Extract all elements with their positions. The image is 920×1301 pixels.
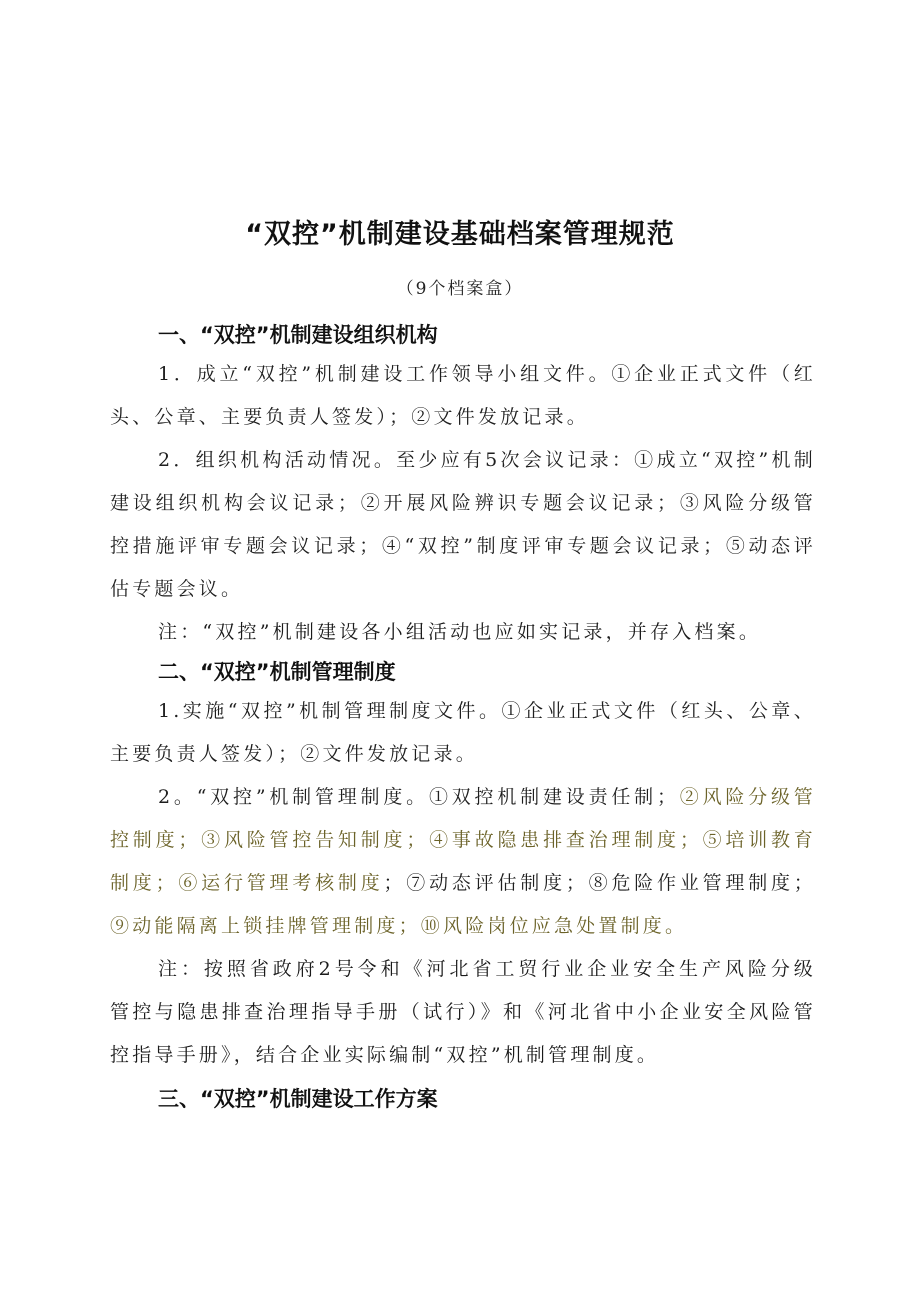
section-3-heading: 三、“双控”机制建设工作方案 [158,1087,438,1111]
section-2-item-2-lead: 2。“双控”机制管理制度。①双控机制建设责任制； [158,786,680,808]
document-subtitle: （9个档案盒） [396,279,524,299]
section-1-note: 注：“双控”机制建设各小组活动也应如实记录，并存入档案。 [158,621,762,643]
section-1-heading: 一、“双控”机制建设组织机构 [158,323,438,347]
section-1-item-1: 1．成立“双控”机制建设工作领导小组文件。①企业正式文件（红头、公章、主要负责人签发）；②文件发放记录。 [110,363,816,428]
section-2-item-2 [110,776,816,948]
section-2-item-2-highlight-2: ⑨动能隔离上锁挂牌管理制度；⑩风险岗位应急处置制度。 [110,915,688,937]
section-2-heading: 二、“双控”机制管理制度 [158,660,396,684]
section-2-item-2-plain: ；⑦动态评估制度；⑧危险作业管理制度； [383,872,816,894]
section-1-item-2: 2．组织机构活动情况。至少应有5次会议记录：①成立“双控”机制建设组织机构会议记录；②开展风险辨识专题会议记录；③风险分级管控措施评审专题会议记录；④“双控”制度评审专题会议记录；⑤动态评估专题会议。 [110,449,816,600]
section-2-note: 注：按照省政府2号令和《河北省工贸行业企业安全生产风险分级管控与隐患排查治理指导手册（试行）》和《河北省中小企业安全风险管控指导手册》，结合企业实际编制“双控”机制管理制度。 [110,958,816,1066]
document-title: “双控”机制建设基础档案管理规范 [245,219,675,250]
section-2-item-1: 1.实施“双控”机制管理制度文件。①企业正式文件（红头、公章、主要负责人签发）；②文件发放记录。 [110,700,816,765]
section-2-item-2-highlight-1: ②风险分级管控制度；③风险管控告知制度；④事故隐患排查治理制度；⑤培训教育制度；⑥运行管理考核制度 [110,786,816,894]
document-body [110,317,816,1117]
